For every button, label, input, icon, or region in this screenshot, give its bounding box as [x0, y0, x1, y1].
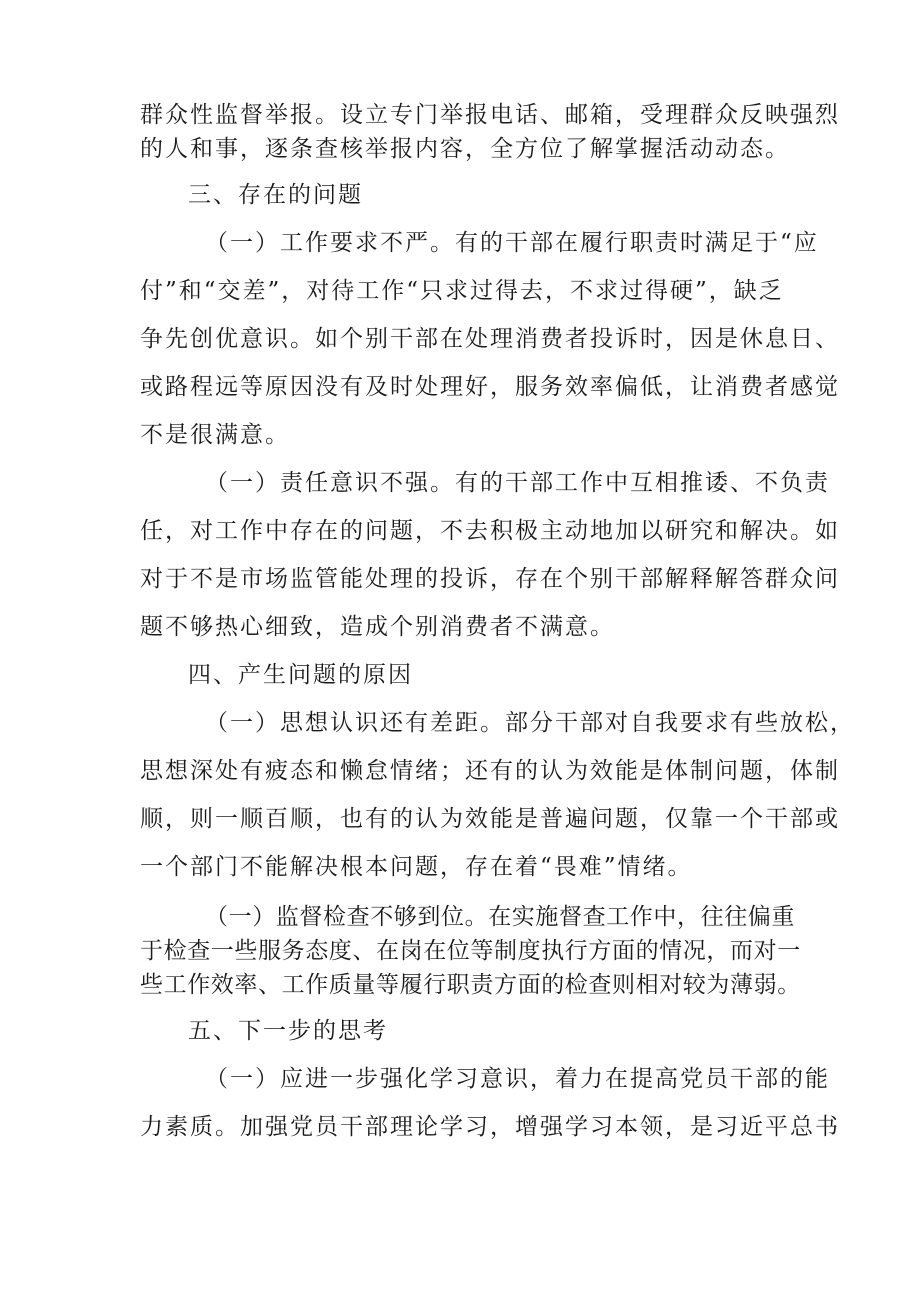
- body-text-line: 付”和“交差”，对待工作“只求过得去，不求过得硬”，缺乏: [140, 278, 784, 304]
- body-text-line: 些工作效率、工作质量等履行职责方面的检查则相对较为薄弱。: [140, 972, 801, 998]
- paragraph-first-line: （一）责任意识不强。有的干部工作中互相推诿、不负责: [205, 470, 830, 496]
- body-text-line: 于检查一些服务态度、在岗在位等制度执行方面的情况，而对一: [140, 938, 801, 964]
- body-text-line: 任，对工作中存在的问题，不去积极主动地加以研究和解决。如: [140, 518, 840, 544]
- body-text-line: 一个部门不能解决根本问题，存在着“畏难”情绪。: [140, 854, 693, 880]
- paragraph-first-line: （一）工作要求不严。有的干部在履行职责时满足于“应: [205, 230, 819, 256]
- body-text-line: 力素质。加强党员干部理论学习，增强学习本领，是习近平总书: [140, 1114, 840, 1140]
- body-text-line: 争先创优意识。如个别干部在处理消费者投诉时，因是休息日、: [140, 326, 840, 352]
- body-text-line: 不是很满意。: [140, 422, 290, 448]
- body-text-line: 群众性监督举报。设立专门举报电话、邮箱，受理群众反映强烈: [140, 102, 840, 128]
- body-text-line: 顺，则一顺百顺，也有的认为效能是普遍问题，仅靠一个干部或: [140, 806, 840, 832]
- body-text-line: 或路程远等原因没有及时处理好，服务效率偏低，让消费者感觉: [140, 374, 840, 400]
- body-text-line: 题不够热心细致，造成个别消费者不满意。: [140, 614, 615, 640]
- body-text-line: 思想深处有疲态和懒怠情绪；还有的认为效能是体制问题，体制: [140, 758, 840, 784]
- section-heading-3: 三、存在的问题: [188, 182, 363, 208]
- paragraph-first-line: （一）监督检查不够到位。在实施督查工作中，往往偏重: [205, 904, 795, 930]
- paragraph-first-line: （一）应进一步强化学习意识，着力在提高党员干部的能: [205, 1066, 830, 1092]
- section-heading-4: 四、产生问题的原因: [188, 662, 413, 688]
- paragraph-first-line: （一）思想认识还有差距。部分干部对自我要求有些放松，: [205, 710, 855, 736]
- body-text-line: 的人和事，逐条查核举报内容，全方位了解掌握活动动态。: [140, 136, 790, 162]
- section-heading-5: 五、下一步的思考: [188, 1018, 388, 1044]
- body-text-line: 对于不是市场监管能处理的投诉，存在个别干部解释解答群众问: [140, 566, 840, 592]
